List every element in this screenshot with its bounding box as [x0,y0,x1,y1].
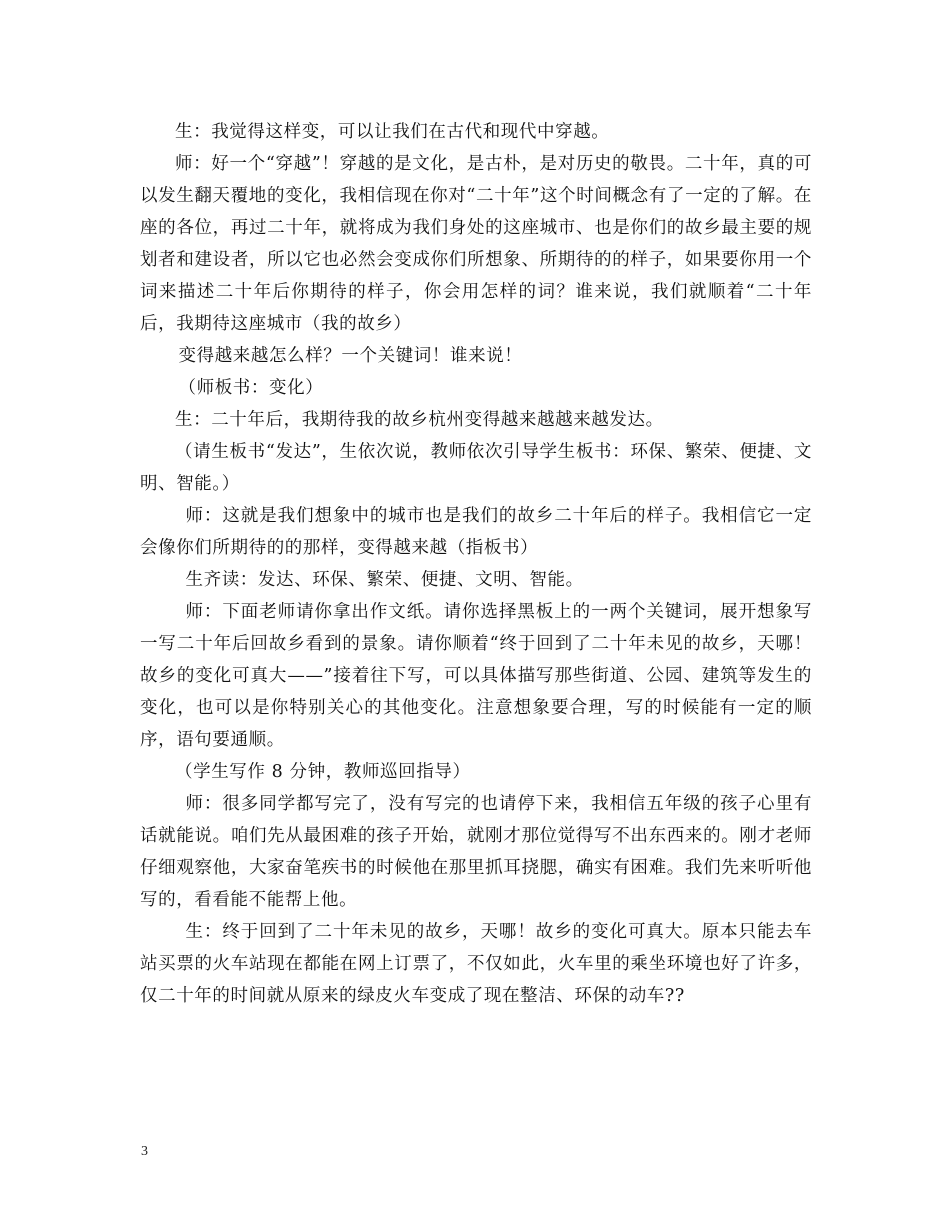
paragraph-teacher-4: 师：很多同学都写完了，没有写完的也请停下来，我相信五年级的孩子心里有话就能说。咱们先从最困难的孩子开始，就刚才那位觉得写不出东西来的。刚才老师仔细观察他，大家奋笔疾书的时候他在那里抓耳挠腮，确实有困难。我们先来听听他写的，看看能不能帮上他。 [140,794,812,910]
paragraph-teacher-2: 师：这就是我们想象中的城市也是我们的故乡二十年后的样子。我相信它一定会像你们所期待的的那样，变得越来越（指板书） [140,506,812,558]
paragraph-student-1: 生：我觉得这样变，可以让我们在古代和现代中穿越。 [175,122,610,142]
page-number: 3 [141,1144,148,1159]
paragraph-teacher-1: 师：好一个“穿越”！穿越的是文化，是古朴，是对历史的敬畏。二十年，真的可以发生翻天覆地的变化，我相信现在你对“二十年”这个时间概念有了一定的了解。在座的各位，再过二十年，就将成为我们身处的这座城市、也是你们的故乡最主要的规划者和建设者，所以它也必然会变成你们所想象、所期待的的样子，如果要你用一个词来描述二十年后你期待的样子，你会用怎样的词？谁来说，我们就顺着“二十年后，我期待这座城市（我的故乡） [140,154,812,334]
paragraph-writing-note: （学生写作 8 分钟，教师巡回指导） [175,762,471,782]
document-body [140,116,812,1012]
paragraph-student-3: 生：终于回到了二十年未见的故乡，天哪！故乡的变化可真大。原本只能去车站买票的火车站现在都能在网上订票了，不仅如此，火车里的乘坐环境也好了许多，仅二十年的时间就从原来的绿皮火车变成了现在整洁、环保的动车?? [140,922,812,1006]
paragraph-teacher-3: 师：下面老师请你拿出作文纸。请你选择黑板上的一两个关键词，展开想象写一写二十年后回故乡看到的景象。请你顺着“终于回到了二十年未见的故乡，天哪！故乡的变化可真大——”接着往下写，可以具体描写那些街道、公园、建筑等发生的变化，也可以是你特别关心的其他变化。注意想象要合理，写的时候能有一定的顺序，语句要通顺。 [140,602,812,750]
paragraph-chorus: 生齐读：发达、环保、繁荣、便捷、文明、智能。 [185,570,584,590]
paragraph-continuation: 变得越来越怎么样？一个关键词！谁来说！ [178,346,523,366]
paragraph-board-note-2: （请生板书“发达”，生依次说，教师依次引导学生板书：环保、繁荣、便捷、文明、智能。） [140,442,812,494]
paragraph-board-note-1: （师板书：变化） [178,378,324,398]
paragraph-student-2: 生：二十年后，我期待我的故乡杭州变得越来越越来越发达。 [175,410,664,430]
